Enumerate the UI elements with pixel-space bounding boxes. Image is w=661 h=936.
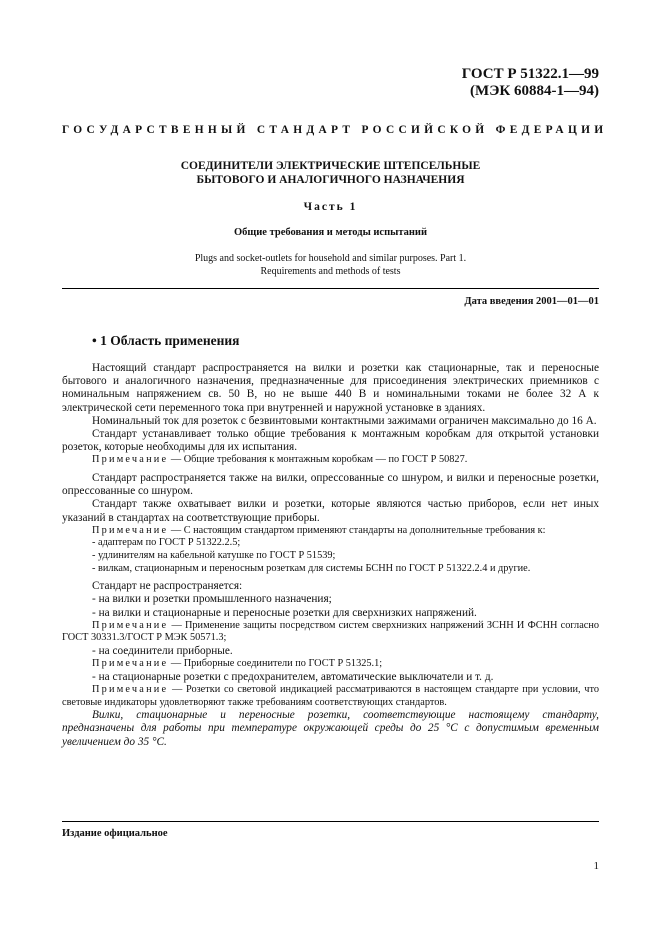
official-edition: Издание официальное: [62, 828, 168, 839]
note-protection: [62, 620, 599, 645]
note-text: — Розетки со световой индикацией рассматриваются в настоящем стандарте при условии, что световые индикаторы удовлетворяют также требованиям соответствующих стандартов.: [62, 684, 599, 708]
note-list-item: - удлинителям на кабельной катушке по ГОСТ Р 51539;: [92, 550, 336, 562]
exclusion-item-fuses: - на стационарные розетки с предохранителем, автоматические выключатели и т. д.: [92, 670, 494, 683]
paragraph-scope: Настоящий стандарт распространяется на вилки и розетки как стационарные, так и переносные бытового и аналогичного назначения, предназначенные для присоединения электрических приемников с номинальным напряжением св. 50 В, но не выше 440 В и номинальными токами не более 32 А к электрической сети переменного тока при внутренней и наружной установке в зданиях.: [62, 362, 599, 414]
exclusion-item-devices: - на соединители приборные.: [92, 645, 233, 657]
header-divider: [62, 288, 599, 289]
paragraph-molded: Стандарт распространяется также на вилки, опрессованные со шнуром, и вилки и переносные розетки, опрессованные со шнуром.: [62, 472, 599, 498]
english-title-line-2: Requirements and methods of tests: [260, 266, 401, 277]
document-subtitle: Общие требования и методы испытаний: [233, 227, 428, 238]
note-device-connectors: [62, 658, 599, 671]
part-label: Часть 1: [303, 201, 358, 213]
english-title-line-1: Plugs and socket-outlets for household and similar purposes. Part 1.: [194, 253, 467, 264]
section-heading: • 1 Область применения: [92, 333, 240, 348]
note-label: Примечание: [92, 524, 169, 536]
state-standard-heading: ГОСУДАРСТВЕННЫЙ СТАНДАРТ РОССИЙСКОЙ ФЕДЕРАЦИИ: [62, 124, 608, 136]
document-title: [62, 159, 599, 187]
note-label: Примечание: [92, 658, 169, 670]
note-list-item: - адаптерам по ГОСТ Р 51322.2.5;: [92, 537, 241, 549]
note-text: — Применение защиты посредством систем сверхнизких напряжений ЗСНН И ФСНН согласно ГОСТ 30331.3/ГОСТ Р МЭК 50571.3;: [62, 619, 599, 644]
gost-number: ГОСТ Р 51322.1—99: [461, 66, 599, 82]
note-label: Примечание: [92, 454, 169, 466]
note-indicators: [62, 684, 599, 709]
paragraph-appliances: Стандарт также охватывает вилки и розетки, которые являются частью приборов, если нет иных указаний в стандартах на соответствующие приборы.: [62, 498, 599, 524]
note-boxes: [62, 454, 599, 467]
exclusion-item: - на вилки и розетки промышленного назначения;: [92, 593, 332, 606]
note-label: Примечание: [92, 619, 169, 631]
note-text: — С настоящим стандартом применяют стандарты на дополнительные требования к:: [168, 524, 546, 536]
note-text: — Общие требования к монтажным коробкам — по ГОСТ Р 50827.: [168, 454, 468, 466]
section-body: [62, 362, 599, 749]
title-line-2: БЫТОВОГО И АНАЛОГИЧНОГО НАЗНАЧЕНИЯ: [196, 174, 465, 186]
exclusion-item: - на вилки и стационарные и переносные розетки для сверхнизких напряжений.: [92, 606, 477, 619]
paragraph-boxes: Стандарт устанавливает только общие требования к монтажным коробкам для открытой установки розеток, которые необходимы для их испытания.: [62, 428, 599, 454]
iec-number: (МЭК 60884-1—94): [470, 83, 599, 99]
title-line-1: СОЕДИНИТЕЛИ ЭЛЕКТРИЧЕСКИЕ ШТЕПСЕЛЬНЫЕ: [180, 160, 481, 172]
note-label: Примечание: [92, 684, 169, 695]
paragraph-current-limit: Номинальный ток для розеток с безвинтовыми контактными зажимами ограничен максимально до 16 А.: [92, 414, 597, 427]
gost-code-block: [462, 66, 599, 100]
page-number: 1: [593, 860, 599, 872]
note-additional-standards: [62, 525, 599, 538]
paragraph-exclusions: Стандарт не распространяется:: [92, 580, 243, 593]
intro-date: Дата введения 2001—01—01: [464, 296, 599, 307]
note-list-item: - вилкам, стационарным и переносным розеткам для системы БСНН по ГОСТ Р 51322.2.4 и другие.: [92, 562, 531, 574]
footer-divider: [62, 821, 599, 822]
note-text: — Приборные соединители по ГОСТ Р 51325.1;: [168, 658, 383, 670]
english-title: [62, 252, 599, 278]
paragraph-temperature: Вилки, стационарные и переносные розетки, соответствующие настоящему стандарту, предназначены для работы при температуре окружающей среды до 25 °С с допустимым временным увеличением до 35 °С.: [62, 709, 599, 748]
